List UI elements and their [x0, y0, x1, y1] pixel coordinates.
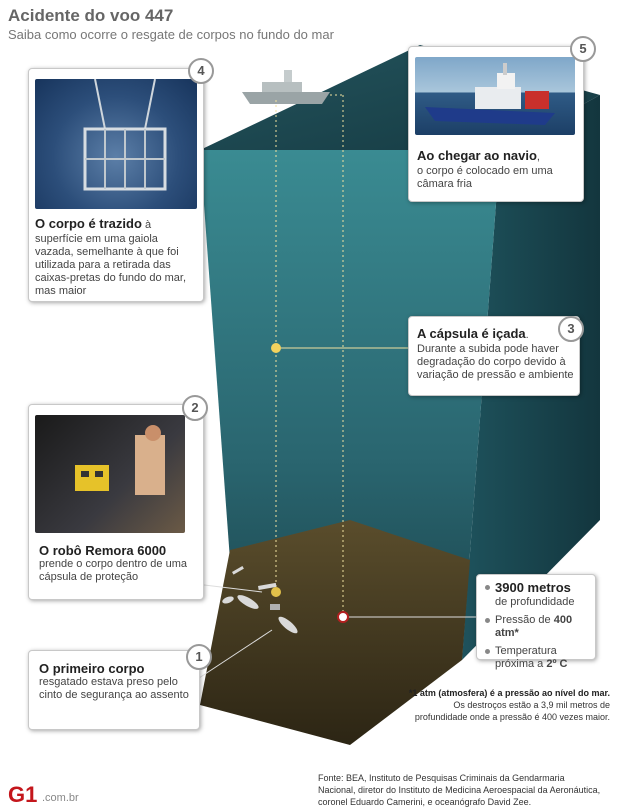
depth-info-card [476, 574, 596, 670]
step-5-head-suffix: , [536, 151, 540, 163]
g1-logo: G1 [8, 782, 38, 807]
page-title: Acidente do voo 447 [8, 6, 174, 25]
ship-icon [242, 70, 330, 104]
depth-item [485, 581, 595, 609]
step-3-head-suffix: . [525, 329, 529, 341]
pressure-item [485, 614, 595, 640]
cage-photo [35, 79, 197, 209]
step-2-body: prende o corpo dentro de uma cápsula de proteção [39, 558, 187, 583]
cage-icon [35, 79, 197, 209]
step-card-1 [28, 650, 200, 730]
depth-label: de profundidade [495, 596, 575, 608]
source-line-3: coronel Eduardo Camerini, e oceanógrafo David Zee. [318, 797, 532, 807]
pressure-label: Pressão de [495, 614, 554, 626]
g1-domain: .com.br [42, 792, 79, 804]
step-badge-1: 1 [186, 644, 212, 670]
step-badge-5: 5 [570, 36, 596, 62]
step-3-head: A cápsula é içada [417, 326, 526, 341]
temperature-label: Temperatura próxima a [495, 645, 557, 670]
step-card-3 [408, 316, 580, 396]
footnote-line-2: Os destroços estão a 3,9 mil metros de [453, 700, 610, 710]
depth-value: 3900 metros [495, 580, 571, 595]
robot-photo [35, 415, 185, 533]
temperature-item [485, 645, 595, 671]
source-line-1: Fonte: BEA, Instituto de Pesquisas Criminais da Gendarmaria [318, 773, 565, 783]
research-ship-icon [415, 57, 575, 135]
depth-marker [338, 612, 348, 622]
step-5-body: o corpo é colocado em uma câmara fria [417, 165, 553, 190]
step-2-head: O robô Remora 6000 [39, 543, 167, 558]
source-line-2: Nacional, diretor do Instituto de Medicina Aeroespacial da Aeronáutica, [318, 785, 601, 795]
temperature-value: 2º C [546, 658, 568, 670]
footnote-line-3: profundidade onde a pressão é 400 vezes maior. [414, 712, 610, 722]
step-badge-2: 2 [182, 395, 208, 421]
step-1-body: resgatado estava preso pelo cinto de segurança ao assento [39, 676, 189, 701]
source-credits [318, 772, 600, 808]
step-3-body: Durante a subida pode haver degradação do corpo devido à variação de pressão e ambiente [417, 343, 574, 381]
step-1-head: O primeiro corpo [39, 661, 145, 676]
step-card-5 [408, 46, 584, 202]
footnote [409, 687, 610, 723]
pressure-value: 400 atm* [495, 614, 573, 639]
capsule-marker [271, 343, 281, 353]
page-subtitle: Saiba como ocorre o resgate de corpos no fundo do mar [8, 27, 334, 42]
step-4-body: superfície em uma gaiola vazada, semelhante à que foi utilizada para a retirada das caixas-pretas do fundo do mar, mas maior [35, 233, 187, 297]
step-card-2 [28, 404, 204, 600]
robot-icon [35, 415, 185, 533]
footnote-line-1: *1 atm (atmosfera) é a pressão ao nível do mar. [408, 688, 610, 698]
step-badge-4: 4 [188, 58, 214, 84]
step-card-4 [28, 68, 204, 302]
step-5-head: Ao chegar ao navio [417, 148, 537, 163]
step-4-head: O corpo é trazido [35, 216, 142, 231]
step-4-head-suffix: à [141, 219, 152, 231]
step-badge-3: 3 [558, 316, 584, 342]
remora-robot-icon [271, 587, 281, 597]
ship-photo [415, 57, 575, 135]
